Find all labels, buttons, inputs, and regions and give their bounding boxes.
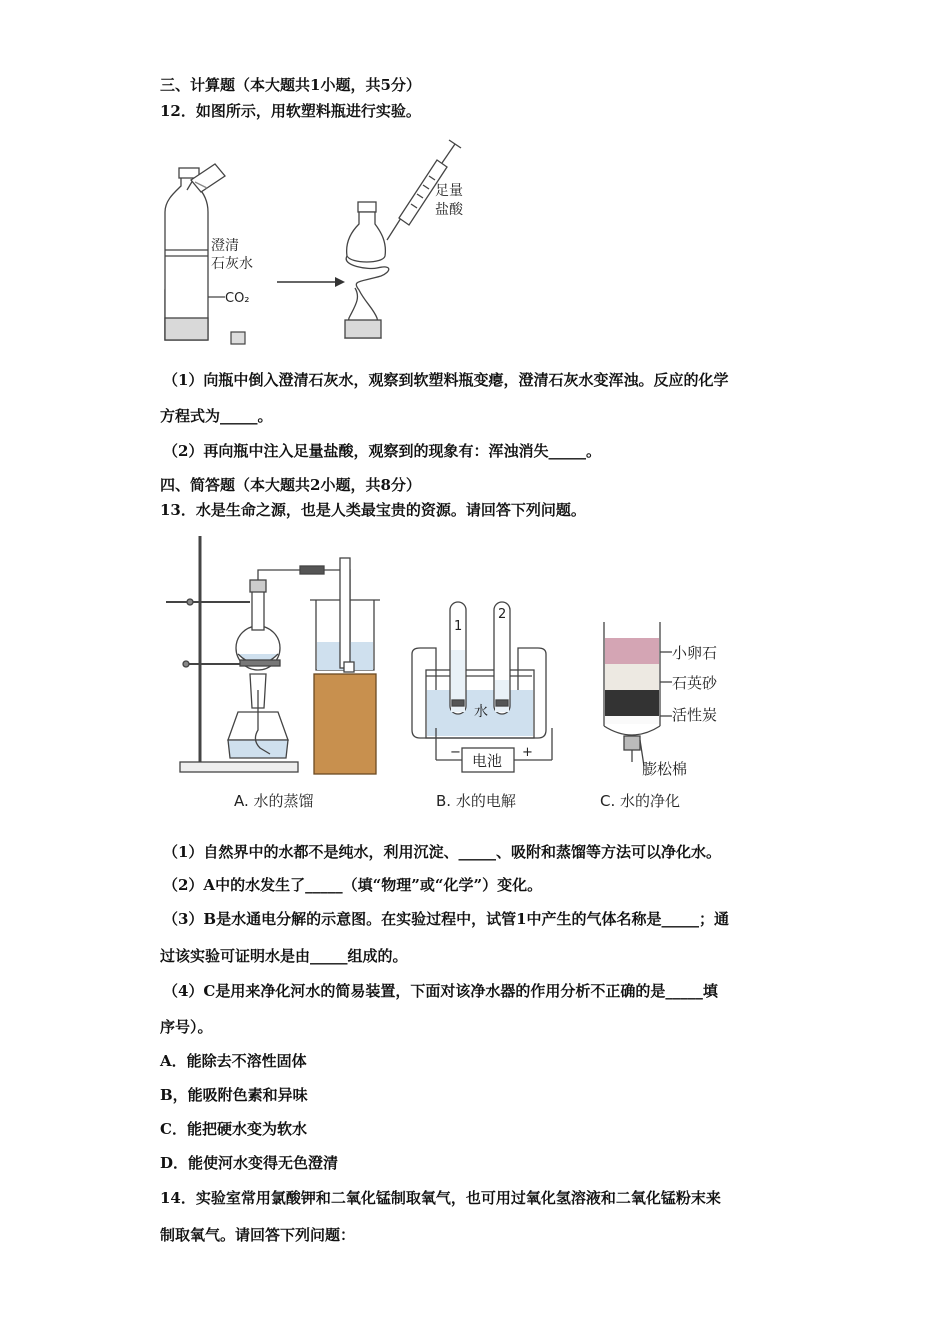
q14-line1: 14．实验室常用氯酸钾和二氧化锰制取氧气，也可用过氧化氢溶液和二氧化锰粉末来 <box>160 1189 721 1207</box>
q13-part4-line1: （4）C是用来净化河水的简易装置，下面对该净水器的作用分析不正确的是_____填 <box>163 982 718 1000</box>
q13-option-a: A．能除去不溶性固体 <box>160 1052 307 1070</box>
layer1-label: 小卵石 <box>672 644 718 662</box>
q14-line2: 制取氧气。请回答下列问题： <box>160 1226 356 1244</box>
q13-option-d: D．能使河水变得无色澄清 <box>160 1154 339 1172</box>
q13-part3-line1: （3）B是水通电分解的示意图。在实验过程中，试管1中产生的气体名称是_____；通 <box>163 910 730 928</box>
q12-part2: （2）再向瓶中注入足量盐酸，观察到的现象有：浑浊消失_____。 <box>163 442 601 460</box>
q12-part1-line2: 方程式为_____。 <box>160 407 273 425</box>
battery-plus: + <box>522 745 533 760</box>
condenser-beaker <box>310 558 380 774</box>
bottle-cap <box>231 332 245 344</box>
battery-minus: − <box>450 745 461 760</box>
q13-option-b: B，能吸附色素和异味 <box>160 1086 308 1104</box>
layer4-label: 膨松棉 <box>642 760 688 778</box>
q12-figure <box>155 130 495 355</box>
left-bottle <box>165 168 208 340</box>
battery-label: 电池 <box>472 752 503 770</box>
q13-part2: （2）A中的水发生了_____（填“物理”或“化学”）变化。 <box>163 876 543 894</box>
layer3-label: 活性炭 <box>672 706 718 724</box>
purifier-apparatus <box>604 622 672 766</box>
label-acid-2: 盐酸 <box>435 202 463 218</box>
caption-a: A. 水的蒸馏 <box>234 792 314 810</box>
q12-part1-line1: （1）向瓶中倒入澄清石灰水，观察到软塑料瓶变瘪，澄清石灰水变浑浊。反应的化学 <box>163 371 729 389</box>
label-limewater-1: 澄清 <box>211 238 239 254</box>
q13-part1: （1）自然界中的水都不是纯水，利用沉淀、_____、吸附和蒸馏等方法可以净化水。 <box>163 843 721 861</box>
water-label: 水 <box>474 704 488 720</box>
q13-figure <box>160 530 760 815</box>
arrow-icon <box>277 277 345 287</box>
tube1-label: 1 <box>454 619 463 634</box>
q12-stem: 12．如图所示，用软塑料瓶进行实验。 <box>160 102 421 120</box>
section4-heading: 四、简答题（本大题共2小题，共8分） <box>160 476 421 494</box>
label-acid-1: 足量 <box>435 183 463 199</box>
q13-part3-line2: 过该实验可证明水是由_____组成的。 <box>160 947 408 965</box>
right-bottle-deformed <box>345 202 389 338</box>
label-limewater-2: 石灰水 <box>211 256 253 272</box>
q13-stem: 13．水是生命之源，也是人类最宝贵的资源。请回答下列问题。 <box>160 501 586 519</box>
caption-b: B. 水的电解 <box>436 792 516 810</box>
section3-heading: 三、计算题（本大题共1小题，共5分） <box>160 76 421 94</box>
caption-c: C. 水的净化 <box>600 792 681 810</box>
q13-part4-line2: 序号）。 <box>160 1018 213 1036</box>
q13-option-c: C．能把硬水变为软水 <box>160 1120 307 1138</box>
tube2-label: 2 <box>498 607 507 622</box>
layer2-label: 石英砂 <box>672 674 718 692</box>
label-co2: CO₂ <box>225 291 250 306</box>
